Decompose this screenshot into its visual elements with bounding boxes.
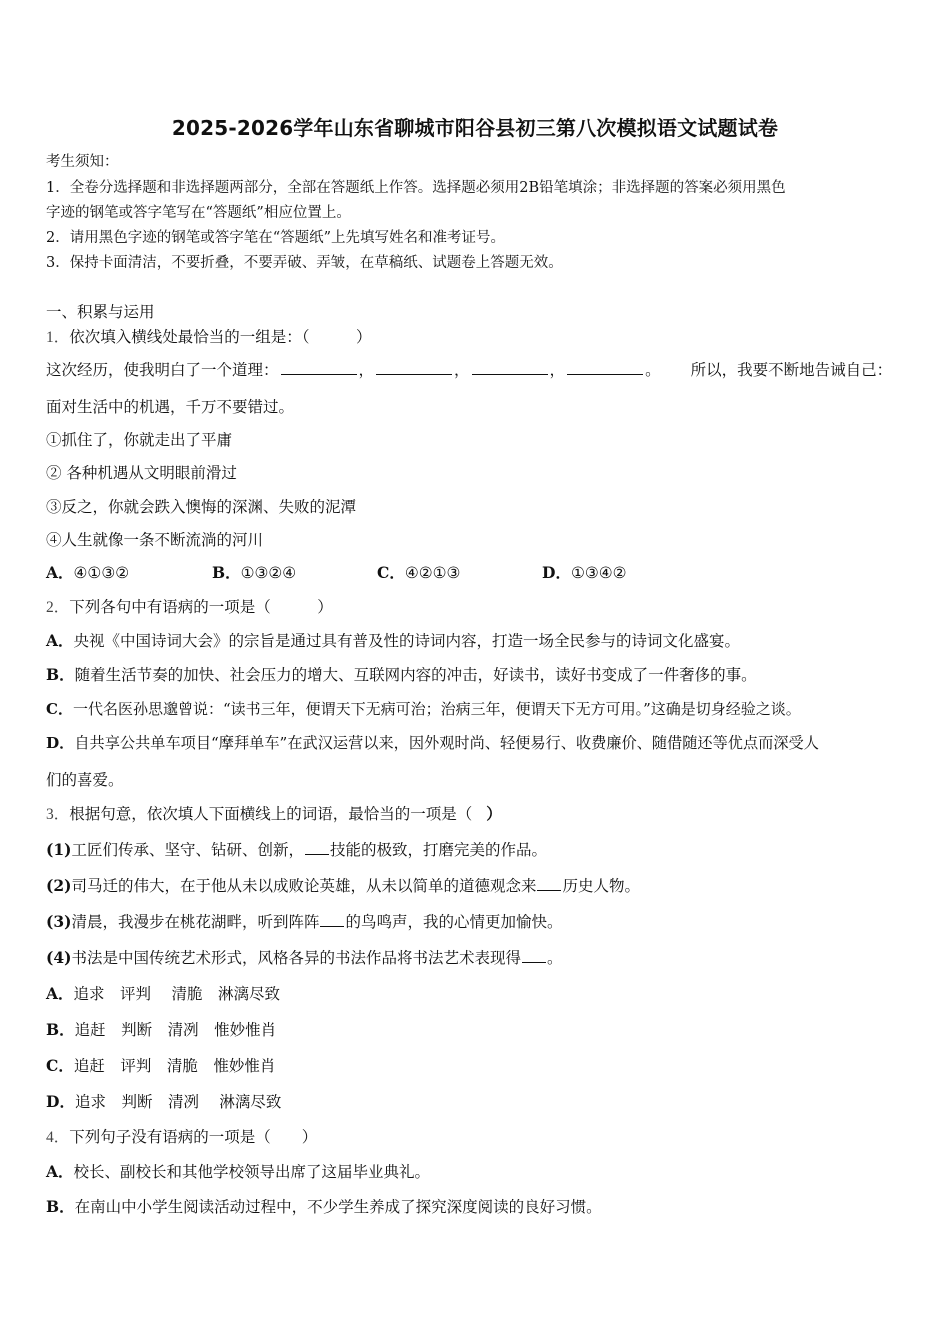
option-letter: B． (46, 1020, 75, 1039)
answer-blank[interactable] (537, 876, 561, 891)
option-b[interactable] (46, 1020, 276, 1040)
option-text: 追求 判断 清冽 淋漓尽致 (74, 1093, 282, 1111)
sub-item-number: (4) (46, 948, 72, 967)
sub-item (46, 840, 547, 860)
option-letter: A． (46, 563, 74, 582)
notice-line: 1．全卷分选择题和非选择题两部分，全部在答题纸上作答。选择题必须用2B铅笔填涂；非选择题的答案必须用黑色 (46, 180, 786, 196)
question-1 (46, 327, 372, 348)
question-2 (46, 597, 333, 618)
separator: ， (358, 361, 375, 379)
notice-line: 字迹的钢笔或答字笔写在“答题纸”相应位置上。 (46, 205, 351, 221)
question-stem: 依次填入横线处最恰当的一组是：（ ） (69, 328, 372, 346)
option-letter: B． (46, 1197, 75, 1216)
question-1-sentence-cont: 面对生活中的机遇，千万不要错过。 (46, 398, 295, 416)
sub-item-text: 技能的极致，打磨完美的作品。 (329, 841, 547, 859)
option-text: 追赶 判断 清冽 惟妙惟肖 (74, 1021, 277, 1039)
option-a[interactable] (46, 631, 740, 651)
question-number: 4． (46, 1129, 70, 1146)
option-c[interactable] (46, 699, 801, 719)
sub-item-text: 司马迁的伟大，在于他从未以成败论英雄，从未以简单的道德观念来 (71, 877, 537, 895)
sub-item-number: (2) (46, 876, 72, 895)
question-number: 3． (46, 806, 70, 823)
sub-item-text: 的鸟鸣声，我的心情更加愉快。 (345, 913, 563, 931)
option-text: 自共享公共单车项目“摩拜单车”在武汉运营以来，因外观时尚、轻便易行、收费廉价、随借随还等优点而深受人 (74, 734, 819, 752)
option-b[interactable] (212, 563, 296, 583)
option-b[interactable] (46, 665, 757, 685)
separator: ， (454, 361, 470, 379)
sub-item (46, 912, 562, 932)
option-text: 校长、副校长和其他学校领导出席了这届毕业典礼。 (73, 1163, 431, 1181)
notice-heading: 考生须知： (46, 154, 119, 170)
option-letter: A． (46, 984, 74, 1003)
option-a[interactable] (46, 563, 129, 583)
stem-end: ） (486, 804, 502, 823)
option-b[interactable] (46, 1197, 602, 1217)
option-text: ④②①③ (404, 564, 461, 582)
option-letter: B． (212, 563, 241, 582)
option-text: ①③②④ (240, 564, 297, 582)
option-d[interactable] (542, 563, 627, 583)
separator: 。 (645, 361, 661, 379)
option-letter: D． (46, 1092, 75, 1111)
option-c[interactable] (46, 1056, 275, 1076)
sub-item-text: 历史人物。 (562, 877, 640, 895)
option-letter: C． (46, 700, 73, 718)
option-letter: B． (46, 665, 75, 684)
answer-blank[interactable] (472, 360, 548, 375)
question-stem: 根据句意，依次填人下面横线上的词语，最恰当的一项是（ (69, 805, 473, 823)
list-item: ④人生就像一条不断流淌的河川 (46, 531, 264, 549)
question-stem: 下列各句中有语病的一项是（ ） (69, 598, 333, 616)
sub-item-text: 书法是中国传统艺术形式，风格各异的书法作品将书法艺术表现得 (71, 949, 521, 967)
option-a[interactable] (46, 984, 280, 1004)
question-4 (46, 1127, 317, 1148)
notice-line: 3．保持卡面清洁，不要折叠，不要弄破、弄皱，在草稿纸、试题卷上答题无效。 (46, 255, 563, 271)
question-1-sentence (46, 360, 892, 380)
answer-blank[interactable] (567, 360, 643, 375)
sub-item-number: (1) (46, 840, 72, 859)
option-letter: D． (46, 734, 75, 752)
page-title: 2025-2026学年山东省聊城市阳谷县初三第八次模拟语文试题试卷 (171, 116, 779, 140)
option-d[interactable] (46, 733, 819, 753)
option-text: 一代名医孙思邈曾说：“读书三年，便谓天下无病可治；治病三年，便谓天下无方可用。”这确是切身经验之谈。 (72, 700, 801, 718)
option-letter: A． (46, 631, 74, 650)
answer-blank[interactable] (305, 840, 329, 855)
option-text: ④①③② (73, 564, 130, 582)
option-c[interactable] (377, 563, 460, 583)
option-text: 追赶 评判 清脆 惟妙惟肖 (73, 1057, 276, 1075)
sub-item-text: 工匠们传承、坚守、钻研、创新， (71, 841, 304, 859)
list-item: ② 各种机遇从文明眼前滑过 (46, 464, 237, 482)
option-letter: A． (46, 1162, 74, 1181)
sub-item-number: (3) (46, 912, 72, 931)
answer-blank[interactable] (522, 948, 546, 963)
section-heading: 一、积累与运用 (46, 303, 155, 321)
option-letter: C． (377, 563, 405, 582)
option-d[interactable] (46, 1092, 281, 1112)
question-number: 1． (46, 329, 70, 346)
sentence-part: 所以，我要不断地告诫自己： (690, 361, 893, 379)
sub-item-text: 。 (546, 949, 563, 967)
sub-item (46, 948, 562, 968)
option-letter: C． (46, 1056, 74, 1075)
separator: ， (549, 361, 566, 379)
answer-blank[interactable] (281, 360, 357, 375)
option-text: ①③④② (570, 564, 627, 582)
option-letter: D． (542, 563, 571, 582)
option-text: 央视《中国诗词大会》的宗旨是通过具有普及性的诗词内容，打造一场全民参与的诗词文化盛宴。 (73, 632, 741, 650)
answer-blank[interactable] (376, 360, 452, 375)
answer-blank[interactable] (320, 912, 344, 927)
sub-item-text: 清晨，我漫步在桃花湖畔，听到阵阵 (71, 913, 320, 931)
option-text: 在南山中小学生阅读活动过程中，不少学生养成了探究深度阅读的良好习惯。 (74, 1198, 602, 1216)
question-3 (46, 804, 502, 825)
question-number: 2． (46, 599, 70, 616)
question-stem: 下列句子没有语病的一项是（ ） (69, 1128, 318, 1146)
option-a[interactable] (46, 1162, 430, 1182)
notice-line: 2．请用黑色字迹的钢笔或答字笔在“答题纸”上先填写姓名和准考证号。 (46, 230, 506, 246)
list-item: ①抓住了，你就走出了平庸 (46, 431, 233, 449)
option-text: 随着生活节奏的加快、社会压力的增大、互联网内容的冲击，好读书，读好书变成了一件奢侈的事。 (74, 666, 757, 684)
sentence-part: 这次经历，使我明白了一个道理： (46, 361, 279, 379)
option-d-cont: 们的喜爱。 (46, 771, 124, 789)
sub-item (46, 876, 640, 896)
option-text: 追求 评判 清脆 淋漓尽致 (73, 985, 280, 1003)
list-item: ③反之，你就会跌入懊悔的深渊、失败的泥潭 (46, 498, 357, 516)
